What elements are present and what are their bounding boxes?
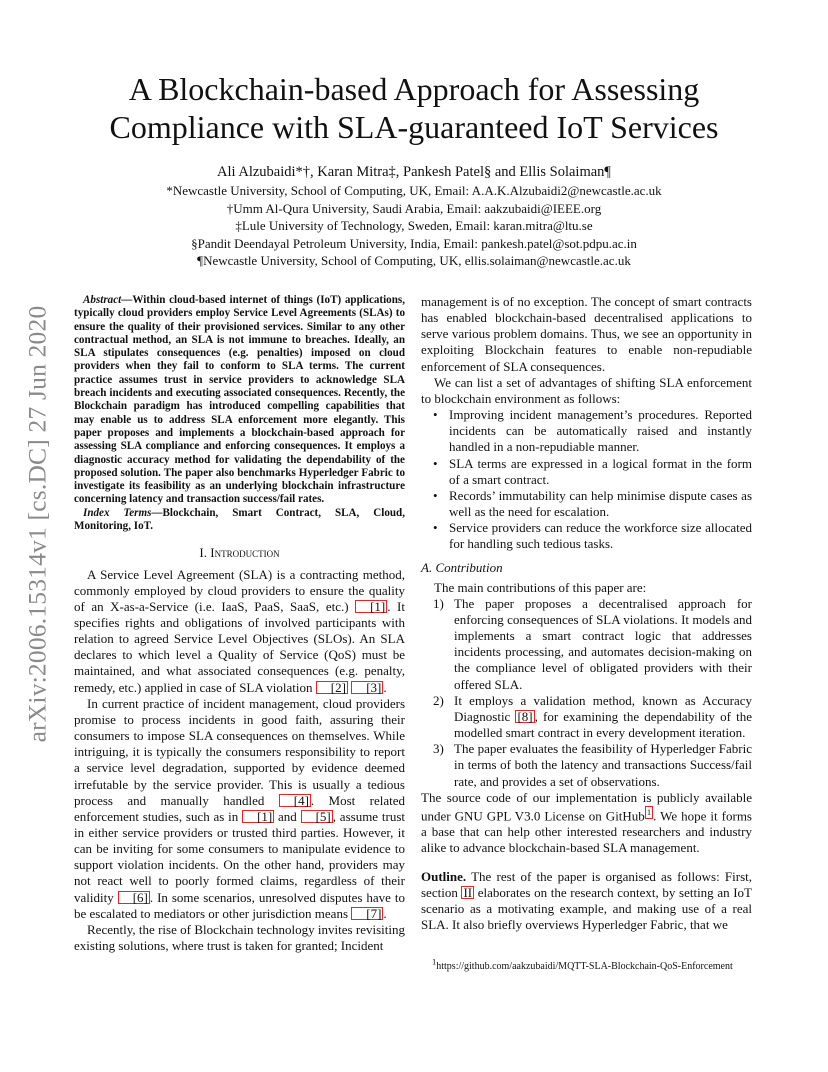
- list-item: • Improving incident management’s procedures. Reported incidents can be automatically raised and instantly handled in a non-repudiable manner.: [449, 407, 752, 455]
- source-code-paragraph: [421, 790, 752, 857]
- citation-link[interactable]: [8]: [517, 708, 533, 724]
- text-run: .: [383, 905, 387, 921]
- intro-paragraph-continued: management is of no exception. The concept of smart contracts has enabled blockchain-based decentralised applications to serve various problem domains. Thus, we see an opportunity in exploiting Blockchain features to enable non-repudiable enforcement of SLA consequences.: [421, 294, 752, 374]
- title-line-2: Compliance with SLA-guaranteed IoT Services: [109, 109, 719, 145]
- list-item: • Records’ immutability can help minimise dispute cases as well as the need for escalation.: [449, 488, 752, 520]
- affiliation: §Pandit Deendayal Petroleum University, India, Email: pankesh.patel@sot.pdpu.ac.in: [191, 235, 637, 251]
- text-run: .: [383, 679, 387, 695]
- citation-link[interactable]: [7]: [351, 907, 383, 920]
- citation-link[interactable]: [4]: [279, 794, 311, 807]
- index-terms-label: Index Terms: [83, 506, 152, 519]
- section-title: Introduction: [210, 545, 280, 561]
- text-run: It employs a validation method, known as Accuracy Diagnostic: [454, 692, 752, 724]
- affiliation: ‡Lule University of Technology, Sweden, Email: karan.mitra@ltu.se: [235, 218, 593, 233]
- left-column: [74, 294, 405, 954]
- citation-link[interactable]: [1]: [355, 600, 387, 613]
- text-run: The paper proposes a decentralised approach for enforcing consequences of SLA violations. It models and implements a smart contract logic that addresses incidents processing, and automates decision-making on the compliance level of obligated providers with their offered SLA.: [454, 595, 752, 692]
- affiliation: ¶Newcastle University, School of Computing, UK, ellis.solaiman@newcastle.ac.uk: [197, 253, 631, 268]
- citation-link[interactable]: [5]: [301, 810, 333, 823]
- text-run: In current practice of incident management, cloud providers promise to process incidents in good faith, assuring their consumers to impose SLA consequences on themselves. While intriguing, it is typically the consumers responsibility to report a service level degradation, supported by evidence deemed irrefutable by the service provider. This is usually a tedious process and manually handled: [74, 695, 405, 808]
- intro-paragraph-1: [74, 567, 405, 696]
- abstract-label: Abstract: [83, 294, 122, 306]
- list-item: [433, 741, 752, 789]
- abstract: [74, 294, 405, 507]
- list-item: • Service providers can reduce the workforce size allocated for handling such tedious tasks.: [449, 520, 752, 552]
- text-run: and: [274, 808, 301, 824]
- text-run: . In some scenarios, unresolved disputes have to be escalated to mediators or other jurisdiction means: [74, 889, 406, 921]
- index-terms: [74, 507, 405, 534]
- citation-link[interactable]: [1]: [242, 810, 274, 823]
- author-block: [60, 163, 768, 270]
- list-number: 2): [433, 692, 444, 708]
- outline-paragraph: [421, 869, 752, 934]
- list-number: 3): [433, 741, 444, 757]
- index-terms-text: —Blockchain, Smart Contract, SLA, Cloud, Monitoring, IoT.: [74, 506, 405, 533]
- outline-label: Outline.: [421, 868, 467, 884]
- advantages-list: [421, 407, 752, 552]
- title-line-1: A Blockchain-based Approach for Assessing: [128, 71, 700, 107]
- text-run: A Service Level Agreement (SLA) is a contracting method, commonly employed by cloud providers to ensure the quality of an X-as-a-Service (i.e. IaaS, PaaS, SaaS, etc.): [74, 566, 405, 614]
- paper-title: [60, 70, 768, 146]
- citation-link[interactable]: [3]: [351, 681, 383, 694]
- right-column: [421, 294, 752, 933]
- arxiv-id-text: arXiv:2006.15314v1 [cs.DC] 27 Jun 2020: [22, 305, 52, 743]
- abstract-text: —Within cloud-based internet of things (IoT) applications, typically cloud providers employ Service Level Agreements (SLAs) to ensure the quality of their provisioned services. Similar to any other contractual method, an SLA is not immune to breaches. Ideally, an SLA stipulates consequences (e.g. penalties) imposed on cloud providers when they fail to conform to SLA terms. The current practice assumes trust in service providers to acknowledge SLA breach incidents and executing associated consequences. Recently, the Blockchain paradigm has introduced compelling capabilities that may enable us to address SLA enforcement more elegantly. This paper proposes and implements a blockchain-based approach for assessing SLA compliance and enforcing consequences. It employs a diagnostic accuracy method for validating the dependability of the proposed solution. The paper also benchmarks Hyperledger Fabric to investigate its feasibility as an underlying blockchain infrastructure concerning latency and transaction success/fail rates.: [74, 294, 405, 506]
- contribution-list: [421, 596, 752, 790]
- advantages-intro: We can list a set of advantages of shifting SLA enforcement to blockchain environment as follows:: [421, 374, 752, 406]
- citation-link[interactable]: [2]: [316, 681, 348, 694]
- list-item: [433, 595, 752, 693]
- intro-paragraph-2: [74, 696, 405, 922]
- text-run: . Most related enforcement studies, such as in: [74, 792, 405, 824]
- arxiv-identifier: [20, 288, 54, 760]
- text-run: elaborates on the research context, by setting an IoT scenario as a motivating example, and making use of a real SLA. It also briefly overviews Hyperledger Fabric, that we: [421, 884, 752, 933]
- text-run: , assume trust in either service providers or trusted third parties. However, it can be inviting for some consumers to manipulate evidence to support violation incidents. On the other hand, providers may not react well to poorly formed claims, regardless of their validity: [74, 808, 405, 905]
- section-link[interactable]: II: [463, 884, 473, 900]
- contribution-intro: The main contributions of this paper are:: [434, 579, 647, 595]
- text-run: , for examining the dependability of the modelled smart contract in every development iteration.: [454, 708, 752, 741]
- section-number: I.: [199, 545, 211, 561]
- list-number: 1): [433, 595, 444, 611]
- footnote: [432, 956, 792, 973]
- citation-link[interactable]: [6]: [118, 891, 150, 904]
- affiliation: *Newcastle University, School of Computing, UK, Email: A.A.K.Alzubaidi2@newcastle.ac.uk: [166, 183, 662, 198]
- footnote-link[interactable]: 1: [646, 806, 652, 817]
- author-names: Ali Alzubaidi*†, Karan Mitra‡, Pankesh Patel§ and Ellis Solaiman¶: [217, 164, 611, 180]
- text-run: The rest of the paper is organised as follows: First, section: [421, 868, 752, 900]
- text-run: The source code of our implementation is publicly available under GNU GPL V3.0 License on GitHub: [421, 789, 752, 824]
- footnote-url[interactable]: https://github.com/aakzubaidi/MQTT-SLA-Blockchain-QoS-Enforcement: [436, 961, 733, 972]
- intro-paragraph-3: Recently, the rise of Blockchain technology invites revisiting existing solutions, where trust is taken for granted; Incident: [74, 921, 405, 954]
- text-run: The paper evaluates the feasibility of Hyperledger Fabric in terms of both the latency and transactions Success/fail rate, and provides a set of observations.: [454, 741, 752, 789]
- footnote-mark: 1: [432, 956, 437, 967]
- text-run: . It specifies rights and obligations of involved participants with relation to agreed Service Level Objectives (SLOs). An SLA declares to which level a Quality of Service (QoS) must be maintained, and what associated consequences (e.g. penalty, remedy, etc.) applied in case of SLA violation: [74, 598, 405, 695]
- list-item: • SLA terms are expressed in a logical format in the form of a smart contract.: [449, 456, 752, 488]
- affiliation: †Umm Al-Qura University, Saudi Arabia, Email: aakzubaidi@IEEE.org: [226, 200, 602, 216]
- section-heading: [74, 545, 405, 561]
- list-item: [433, 692, 752, 741]
- text-run: . We hope it forms a base that can help other interested researchers and industry alike to advance blockchain-based SLA management.: [421, 808, 752, 856]
- subsection-heading: A. Contribution: [421, 559, 503, 575]
